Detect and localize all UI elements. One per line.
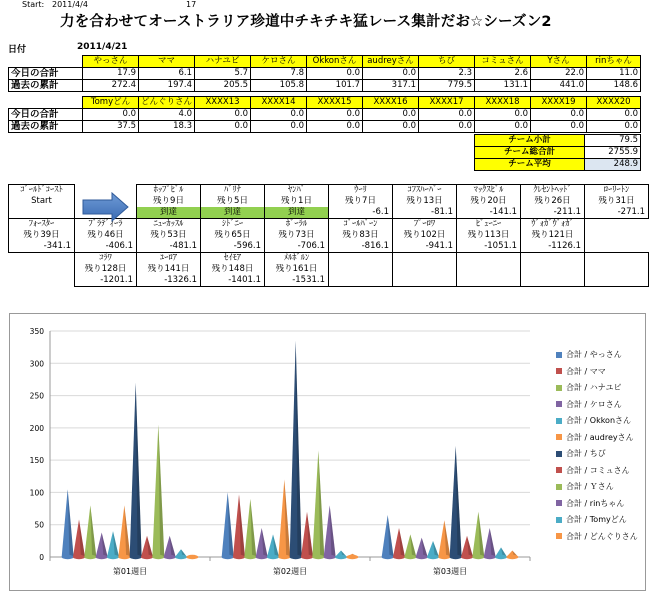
legend-label: 合計 / ケロさん: [566, 399, 622, 409]
legend-label: 合計 / ママ: [566, 366, 606, 376]
cell[interactable]: 272.4: [83, 80, 139, 92]
table-header-row: [9, 97, 641, 109]
bar-base: [427, 555, 439, 559]
stop-remaining: 残り65日: [201, 230, 265, 241]
bar-base: [186, 555, 198, 559]
bar-base: [335, 555, 347, 559]
cell[interactable]: 0.0: [587, 109, 641, 121]
stop-name[interactable]: ﾋﾞｭｰﾆｰ: [457, 219, 521, 231]
team-total-value[interactable]: 2755.9: [585, 147, 641, 159]
legend-swatch: [556, 418, 562, 424]
stop-value: -1051.1: [457, 241, 521, 253]
bar-base: [244, 555, 256, 559]
course-start-line2: Start: [31, 196, 52, 206]
cell[interactable]: 17.9: [83, 68, 139, 80]
cell[interactable]: 0.0: [363, 68, 419, 80]
stop-name[interactable]: ﾕｰﾛｱ: [137, 253, 201, 265]
bar-base: [461, 555, 473, 559]
legend-swatch: [556, 467, 562, 473]
legend-item: [556, 498, 624, 509]
stop-remaining: 残り53日: [137, 230, 201, 241]
cell[interactable]: 11.0: [587, 68, 641, 80]
team-subtotal-value[interactable]: 79.5: [585, 135, 641, 147]
stop-value: -816.1: [329, 241, 393, 253]
player-name[interactable]: Yさん: [531, 56, 587, 68]
legend-label: 合計 / どんぐりさん: [566, 531, 638, 541]
stop-name[interactable]: ｺﾞｰﾙﾊﾞｰﾝ: [329, 219, 393, 231]
bar-base: [73, 555, 85, 559]
legend-label: 合計 / rinちゃん: [566, 498, 625, 508]
start-label: Start:: [22, 0, 45, 9]
player-name[interactable]: ケロさん: [251, 56, 307, 68]
team-total-row: [475, 147, 641, 159]
arrived-badge: 到達: [137, 207, 201, 219]
stop-name[interactable]: ﾌﾟｰﾛﾜ: [393, 219, 457, 231]
bar-chart: [10, 314, 645, 590]
bar-base: [290, 555, 302, 559]
page-title: 力を合わせてオーストラリア珍道中チキチキ猛レース集計だお☆シーズン2: [60, 14, 552, 30]
team-average-row: [475, 159, 641, 171]
stop-name[interactable]: ﾌﾞﾗﾃﾞｨｰﾗ: [75, 219, 137, 231]
y-tick-label: 0: [39, 553, 44, 562]
stop-name[interactable]: ﾔﾝﾊﾞ: [265, 185, 329, 197]
player-name[interactable]: rinちゃん: [587, 56, 641, 68]
legend-label: 合計 / コミュさん: [566, 465, 630, 475]
stop-remaining: 残り161日: [265, 264, 329, 275]
stop-name[interactable]: ｺﾌｽﾊｰﾊﾞｰ: [393, 185, 457, 197]
stop-remaining: 残り1日: [265, 196, 329, 207]
legend-swatch: [556, 517, 562, 523]
legend-item: [556, 514, 627, 525]
cell[interactable]: 0.0: [531, 121, 587, 133]
row-label-today: 今日の合計: [9, 109, 83, 121]
stop-value: -1401.1: [201, 275, 265, 287]
bar-base: [393, 555, 405, 559]
stop-value: -6.1: [329, 207, 393, 219]
stop-name[interactable]: ｼﾄﾞﾆｰ: [201, 219, 265, 231]
bar-base: [506, 555, 518, 559]
player-name[interactable]: XXXX14: [251, 97, 307, 109]
cell[interactable]: 6.1: [139, 68, 195, 80]
legend-item: [556, 349, 622, 360]
stop-name[interactable]: ﾆｭｰｶｯｽﾙ: [137, 219, 201, 231]
legend-swatch: [556, 434, 562, 440]
player-name[interactable]: XXXX20: [587, 97, 641, 109]
legend-item: [556, 432, 634, 443]
stop-name[interactable]: ﾊﾞﾘﾅ: [201, 185, 265, 197]
cell[interactable]: 0.0: [363, 109, 419, 121]
bar-base: [175, 555, 187, 559]
arrived-badge: 到達: [201, 207, 265, 219]
table-row: [9, 80, 641, 92]
bar-base: [84, 555, 96, 559]
cell[interactable]: 131.1: [475, 80, 531, 92]
player-name[interactable]: やっさん: [83, 56, 139, 68]
stop-remaining: 残り31日: [585, 196, 649, 207]
bar-base: [96, 555, 108, 559]
legend-item: [556, 448, 606, 459]
stop-remaining: 残り113日: [457, 230, 521, 241]
bar-base: [495, 555, 507, 559]
stop-value: -481.1: [137, 241, 201, 253]
player-name[interactable]: ちび: [419, 56, 475, 68]
cell[interactable]: 18.3: [139, 121, 195, 133]
cell[interactable]: 22.0: [531, 68, 587, 80]
player-name[interactable]: XXXX13: [195, 97, 251, 109]
x-tick-label: 第03週目: [432, 567, 468, 576]
bar-base: [152, 555, 164, 559]
stop-name[interactable]: ｺﾗﾜ: [75, 253, 137, 265]
table-row: [9, 121, 641, 133]
stop-value: -211.1: [521, 207, 585, 219]
legend-item: [556, 399, 622, 410]
player-name[interactable]: ママ: [139, 56, 195, 68]
course-row-3: [9, 253, 649, 265]
y-tick-label: 250: [29, 391, 44, 401]
legend-swatch: [556, 352, 562, 358]
stop-remaining: 残り128日: [75, 264, 137, 275]
stop-value: -1126.1: [521, 241, 585, 253]
y-tick-label: 300: [29, 359, 44, 369]
legend-label: 合計 / やっさん: [566, 350, 622, 359]
cell[interactable]: 0.0: [419, 121, 475, 133]
cell[interactable]: 37.5: [83, 121, 139, 133]
row-label-past: 過去の累計: [9, 80, 83, 92]
y-tick-label: 100: [29, 488, 44, 498]
score-table-1: [8, 55, 641, 92]
cell[interactable]: 7.8: [251, 68, 307, 80]
stop-name[interactable]: ｸﾚｾﾝﾄﾍｯﾄﾞ: [521, 185, 585, 197]
bar-base: [233, 555, 245, 559]
stop-remaining: 残り46日: [75, 230, 137, 241]
cell[interactable]: 0.0: [195, 109, 251, 121]
cell[interactable]: 441.0: [531, 80, 587, 92]
bar-base: [118, 555, 130, 559]
cell[interactable]: 0.0: [587, 121, 641, 133]
stop-remaining: 残り5日: [201, 196, 265, 207]
bar-base: [438, 555, 450, 559]
cell[interactable]: 317.1: [363, 80, 419, 92]
cell[interactable]: 0.0: [83, 109, 139, 121]
cell[interactable]: 779.5: [419, 80, 475, 92]
cell[interactable]: 2.3: [419, 68, 475, 80]
legend-label: 合計 / audreyさん: [566, 432, 634, 442]
team-total-label: チーム総合計: [475, 147, 585, 159]
arrived-badge: 到達: [265, 207, 329, 219]
cell[interactable]: 5.7: [195, 68, 251, 80]
legend-item: [556, 366, 606, 377]
blue-arrow-icon: [82, 192, 130, 222]
legend-item: [556, 382, 621, 393]
row-label-past: 過去の累計: [9, 121, 83, 133]
chart-container: [9, 313, 646, 591]
team-average-value[interactable]: 248.9: [585, 159, 641, 171]
bar-base: [346, 555, 358, 559]
cell[interactable]: 4.0: [139, 109, 195, 121]
stop-name[interactable]: ﾎｯﾌﾟﾋﾞﾙ: [137, 185, 201, 197]
team-average-label: チーム平均: [475, 159, 585, 171]
cell[interactable]: 0.0: [251, 109, 307, 121]
cell[interactable]: 2.6: [475, 68, 531, 80]
cell[interactable]: 0.0: [307, 109, 363, 121]
stop-name[interactable]: ﾎﾞｰﾗﾙ: [265, 219, 329, 231]
course-start-line1: ｺﾞｰﾙﾄﾞｺｰｽﾄ: [20, 185, 63, 195]
player-name[interactable]: コミュさん: [475, 56, 531, 68]
legend-item: [556, 531, 638, 542]
bar-base: [484, 555, 496, 559]
course-start-cell[interactable]: [9, 185, 75, 219]
bar-base: [164, 555, 176, 559]
stop-name[interactable]: ﾏｯｸｽﾋﾞﾙ: [457, 185, 521, 197]
player-name[interactable]: XXXX17: [419, 97, 475, 109]
y-tick-label: 350: [29, 327, 44, 336]
stop-name[interactable]: ｾｲﾓｱ: [201, 253, 265, 265]
stop-value: -141.1: [457, 207, 521, 219]
stop-remaining: 残り73日: [265, 230, 329, 241]
stop-remaining: 残り9日: [137, 196, 201, 207]
stop-value: -341.1: [9, 241, 75, 253]
legend-label: 合計 / Tomyどん: [566, 515, 627, 524]
bar-base: [450, 555, 462, 559]
stop-remaining: 残り148日: [201, 264, 265, 275]
stop-value: -1201.1: [75, 275, 137, 287]
cell[interactable]: 205.5: [195, 80, 251, 92]
bar-base: [141, 555, 153, 559]
player-name[interactable]: Okkonさん: [307, 56, 363, 68]
stop-remaining: 残り141日: [137, 264, 201, 275]
legend-label: 合計 / Okkonさん: [566, 416, 632, 425]
y-tick-label: 200: [29, 423, 44, 433]
cell[interactable]: 0.0: [475, 109, 531, 121]
stop-value: -706.1: [265, 241, 329, 253]
cell[interactable]: 197.4: [139, 80, 195, 92]
player-name[interactable]: audreyさん: [363, 56, 419, 68]
stop-value: -271.1: [585, 207, 649, 219]
table-row: [9, 109, 641, 121]
bar-base: [278, 555, 290, 559]
date-label: 日付: [8, 45, 27, 55]
legend-swatch: [556, 401, 562, 407]
stop-value: -406.1: [75, 241, 137, 253]
stop-remaining: 残り26日: [521, 196, 585, 207]
stop-name[interactable]: ﾒﾙﾎﾞﾙﾝ: [265, 253, 329, 265]
player-name[interactable]: Tomyどん: [83, 97, 139, 109]
stop-remaining: 残り121日: [521, 230, 585, 241]
x-tick-label: 第02週目: [272, 567, 308, 576]
player-name[interactable]: XXXX15: [307, 97, 363, 109]
y-tick-label: 50: [34, 520, 44, 530]
legend-swatch: [556, 533, 562, 539]
stop-name[interactable]: ｳﾞｫｶﾞｳﾞｫｶﾞ: [521, 219, 585, 231]
legend-swatch: [556, 385, 562, 391]
bar-base: [130, 555, 142, 559]
score-table-2: [8, 96, 641, 133]
stop-value: -81.1: [393, 207, 457, 219]
cell[interactable]: 0.0: [195, 121, 251, 133]
table-row: [9, 68, 641, 80]
stop-value: -1531.1: [265, 275, 329, 287]
x-tick-label: 第01週目: [112, 567, 148, 576]
legend-label: 合計 / Ｙさん: [566, 482, 614, 491]
bar-base: [267, 555, 279, 559]
stop-remaining: 残り20日: [457, 196, 521, 207]
stop-name[interactable]: ﾌｫｰｽﾀｰ: [9, 219, 75, 231]
player-name[interactable]: XXXX18: [475, 97, 531, 109]
cell[interactable]: 0.0: [363, 121, 419, 133]
y-tick-label: 150: [29, 456, 44, 466]
cell[interactable]: 0.0: [419, 109, 475, 121]
stop-value: -1326.1: [137, 275, 201, 287]
player-name[interactable]: XXXX16: [363, 97, 419, 109]
stop-remaining: 残り102日: [393, 230, 457, 241]
team-subtotal-row: [475, 135, 641, 147]
legend-swatch: [556, 368, 562, 374]
player-name[interactable]: どんぐりさん: [139, 97, 195, 109]
cell[interactable]: 0.0: [307, 121, 363, 133]
stop-remaining: 残り83日: [329, 230, 393, 241]
legend-label: 合計 / ハナユビ: [566, 383, 622, 392]
stop-value: -596.1: [201, 241, 265, 253]
start-number: 17: [186, 0, 197, 9]
cell[interactable]: 0.0: [531, 109, 587, 121]
cell[interactable]: 0.0: [251, 121, 307, 133]
start-date: 2011/4/4: [52, 0, 88, 9]
cell[interactable]: 101.7: [307, 80, 363, 92]
legend-swatch: [556, 500, 562, 506]
stop-name[interactable]: ｳｰﾘ: [329, 185, 393, 197]
cell[interactable]: 105.8: [251, 80, 307, 92]
stop-remaining: 残り13日: [393, 196, 457, 207]
table-header-row: [9, 56, 641, 68]
cell[interactable]: 0.0: [307, 68, 363, 80]
bar-base: [382, 555, 394, 559]
stop-remaining: 残り39日: [9, 230, 75, 241]
bar-base: [222, 555, 234, 559]
stop-value: -941.1: [393, 241, 457, 253]
legend-swatch: [556, 451, 562, 457]
bar-base: [312, 555, 324, 559]
legend-item: [556, 465, 630, 476]
cell[interactable]: 0.0: [475, 121, 531, 133]
row-label-today: 今日の合計: [9, 68, 83, 80]
bar-base: [416, 555, 428, 559]
legend-item: [556, 415, 631, 426]
legend-item: [556, 481, 614, 492]
legend-swatch: [556, 484, 562, 490]
bar-base: [404, 555, 416, 559]
player-name[interactable]: ハナユビ: [195, 56, 251, 68]
stop-remaining: 残り7日: [329, 196, 393, 207]
player-name[interactable]: XXXX19: [531, 97, 587, 109]
bar-base: [256, 555, 268, 559]
date-value: 2011/4/21: [77, 42, 128, 52]
team-subtotal-label: チーム小計: [475, 135, 585, 147]
stop-name[interactable]: ﾛｰﾘｰﾄﾝ: [585, 185, 649, 197]
bar-base: [107, 555, 119, 559]
cell[interactable]: 148.6: [587, 80, 641, 92]
bar-base: [301, 555, 313, 559]
legend-label: 合計 / ちび: [566, 449, 606, 458]
team-summary: [474, 134, 641, 171]
bar-base: [472, 555, 484, 559]
bar-base: [62, 555, 74, 559]
bar-base: [324, 555, 336, 559]
